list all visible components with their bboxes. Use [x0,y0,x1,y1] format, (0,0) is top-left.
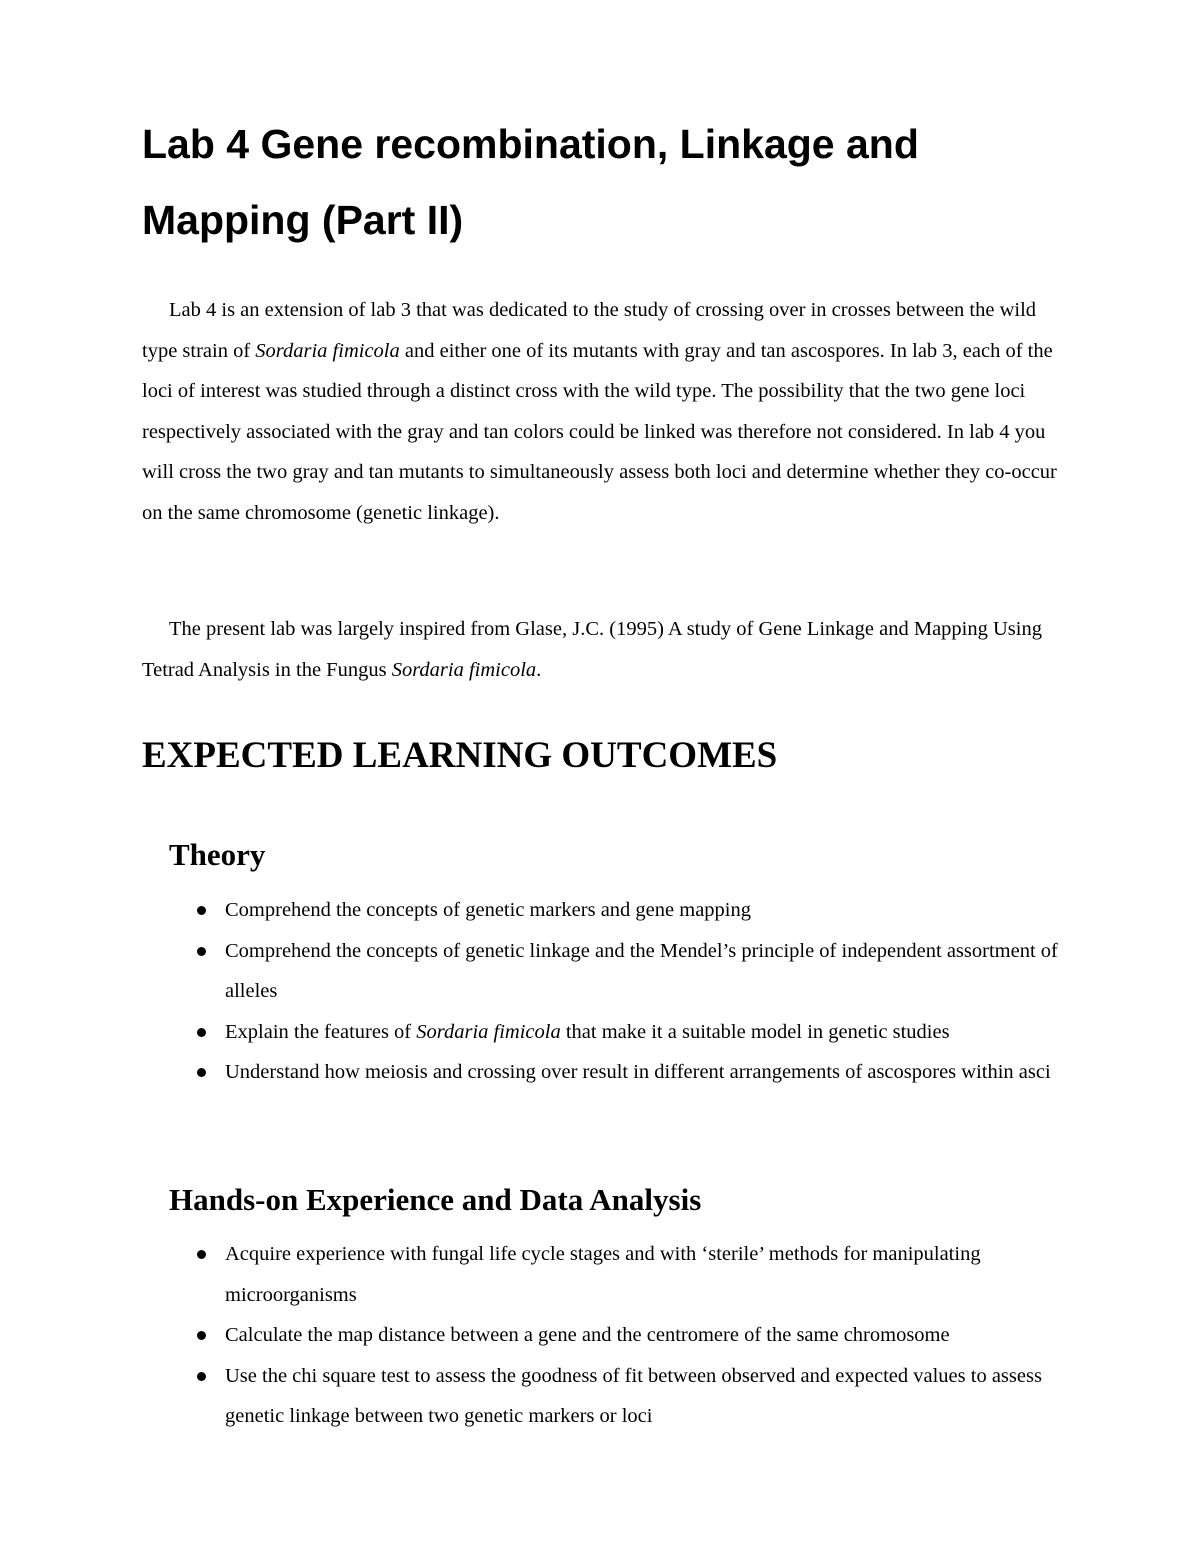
list-item [0,1356,1070,1437]
intro-paragraph-1 [142,290,1072,533]
theory-list [0,890,1200,1093]
bullet-icon [197,1028,206,1037]
intro-p2-text-a: The present lab was largely inspired from Glase, J.C. (1995) A study of Gene Linkage and Mapping Using Tetrad Analysis in the Fungus [142,618,1042,681]
theory-heading: Theory [169,837,266,872]
intro-p2-text-b: . [536,658,542,681]
list-item [0,931,1070,1012]
list-item-text-b: that make it a suitable model in genetic studies [560,1020,950,1043]
intro-p1-text-a: Lab 4 is an extension of lab 3 that was dedicated to the study of crossing over in crosses between the wild type strain of [142,299,1037,362]
intro-p1-text-b: and either one of its mutants with gray and tan ascospores. In lab 3, each of the loci of interest was studied through a distinct cross with the wild type. The possibility that the two gene loci respectively associated with the gray and tan colors could be linked was therefore not considered. In lab 4 you will cross the two gray and tan mutants to simultaneously assess both loci and determine whether they co-occur on the same chromosome (genetic linkage). [142,339,1057,524]
list-item [0,1234,1070,1315]
hands-on-heading: Hands-on Experience and Data Analysis [169,1182,702,1217]
list-item-text: Comprehend the concepts of genetic linkage and the Mendel’s principle of independent assortment of alleles [225,939,1058,1002]
bullet-icon [197,906,206,915]
list-item [0,890,1070,931]
list-item-text: Comprehend the concepts of genetic markers and gene mapping [225,899,751,921]
list-item [0,1052,1070,1093]
species-name: Sordaria fimicola [416,1020,561,1043]
intro-paragraph-2 [142,609,1072,690]
species-name: Sordaria fimicola [255,339,400,362]
list-item-text: Acquire experience with fungal life cycle stages and with ‘sterile’ methods for manipulating microorganisms [225,1243,981,1306]
bullet-icon [197,1068,206,1077]
list-item-text: Understand how meiosis and crossing over result in different arrangements of ascospores within asci [225,1061,1051,1083]
list-item [0,1315,1070,1356]
bullet-icon [197,1372,206,1381]
bullet-icon [197,1331,206,1340]
document-title: Lab 4 Gene recombination, Linkage and Mapping (Part II) [142,121,919,243]
bullet-icon [197,1250,206,1259]
list-item [0,1012,1070,1053]
list-item-text: Use the chi square test to assess the goodness of fit between observed and expected values to assess genetic linkage between two genetic markers or loci [225,1364,1042,1427]
list-item-text: Calculate the map distance between a gene and the centromere of the same chromosome [225,1324,950,1346]
species-name: Sordaria fimicola [391,658,537,681]
hands-on-list [0,1234,1200,1437]
list-item-text-a: Explain the features of [225,1020,417,1043]
outcomes-heading: EXPECTED LEARNING OUTCOMES [142,735,778,776]
bullet-icon [197,947,206,956]
